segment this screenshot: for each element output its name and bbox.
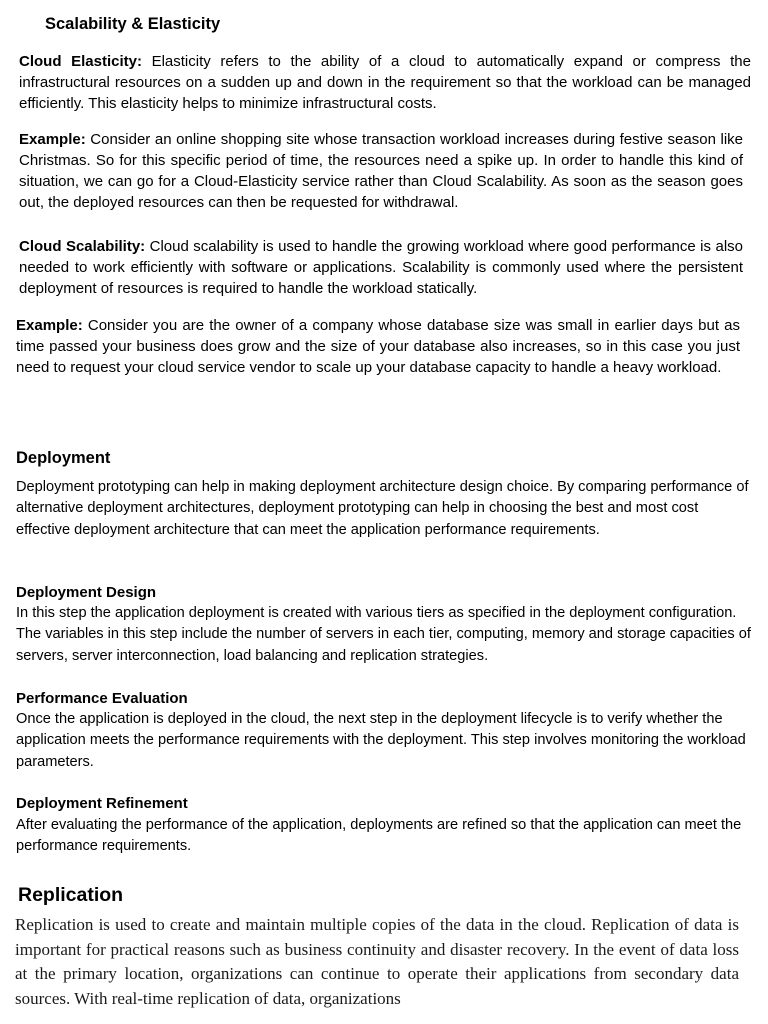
- deployment-design-text: In this step the application deployment is created with various tiers as specified in the deployment configuration. The variables in this step include the number of servers in each tier, computing, memory and storage capacities of servers, server interconnection, load balancing and replication strategies.: [16, 605, 751, 664]
- performance-evaluation-heading: Performance Evaluation: [16, 690, 188, 707]
- example-text: Consider you are the owner of a company whose database size was small in earlier days but as time passed your business does grow and the size of your database also increases, so in this case you just need to request your cloud service vendor to scale up your database capacity to handle a heavy workload.: [16, 317, 740, 376]
- page-bottom-fade: [0, 1012, 768, 1024]
- deployment-heading: Deployment: [16, 449, 111, 467]
- elasticity-paragraph: [19, 51, 751, 114]
- scalability-example-paragraph: [16, 315, 740, 378]
- replication-heading: Replication: [18, 884, 124, 906]
- elasticity-term: Cloud Elasticity:: [19, 53, 142, 70]
- page-title: Scalability & Elasticity: [45, 15, 221, 33]
- scalability-text: Cloud scalability is used to handle the growing workload where good performance is also needed to work efficiently with software or applications. Scalability is commonly used where the persistent deployment of resources is required to handle the workload statically.: [19, 238, 743, 297]
- performance-evaluation-text: Once the application is deployed in the cloud, the next step in the deployment lifecycle is to verify whether the application meets the performance requirements with the deployment. This step involves monitoring the workload parameters.: [16, 711, 746, 770]
- example-term: Example:: [19, 131, 86, 148]
- scalability-term: Cloud Scalability:: [19, 238, 146, 255]
- deployment-design-heading: Deployment Design: [16, 584, 157, 601]
- scalability-paragraph: [19, 236, 743, 299]
- example-text: Consider an online shopping site whose transaction workload increases during festive season like Christmas. So for this specific period of time, the resources need a spike up. In order to handle this kind of situation, we can go for a Cloud-Elasticity service rather than Cloud Scalability. As soon as the season goes out, the deployed resources can then be requested for withdrawal.: [19, 131, 743, 211]
- deployment-refinement-text: After evaluating the performance of the application, deployments are refined so that the application can meet the performance requirements.: [16, 817, 742, 855]
- example-term: Example:: [16, 317, 83, 334]
- replication-text: Replication is used to create and maintain multiple copies of the data in the cloud. Replication of data is important for practical reasons such as business continuity and disaster recovery. In the event of data loss at the primary location, organizations can continue to operate their applications from secondary data sources. With real-time replication of data, organizations: [15, 915, 739, 1008]
- deployment-refinement-heading: Deployment Refinement: [16, 795, 188, 812]
- elasticity-example-paragraph: [19, 129, 743, 213]
- elasticity-text: Elasticity refers to the ability of a cloud to automatically expand or compress the infrastructural resources on a sudden up and down in the requirement so that the workload can be managed efficiently. This elasticity helps to minimize infrastructural costs.: [19, 53, 751, 112]
- deployment-intro: Deployment prototyping can help in making deployment architecture design choice. By comparing performance of alternative deployment architectures, deployment prototyping can help in choosing the best and most cost effective deployment architecture that can meet the application performance requirements.: [16, 479, 749, 538]
